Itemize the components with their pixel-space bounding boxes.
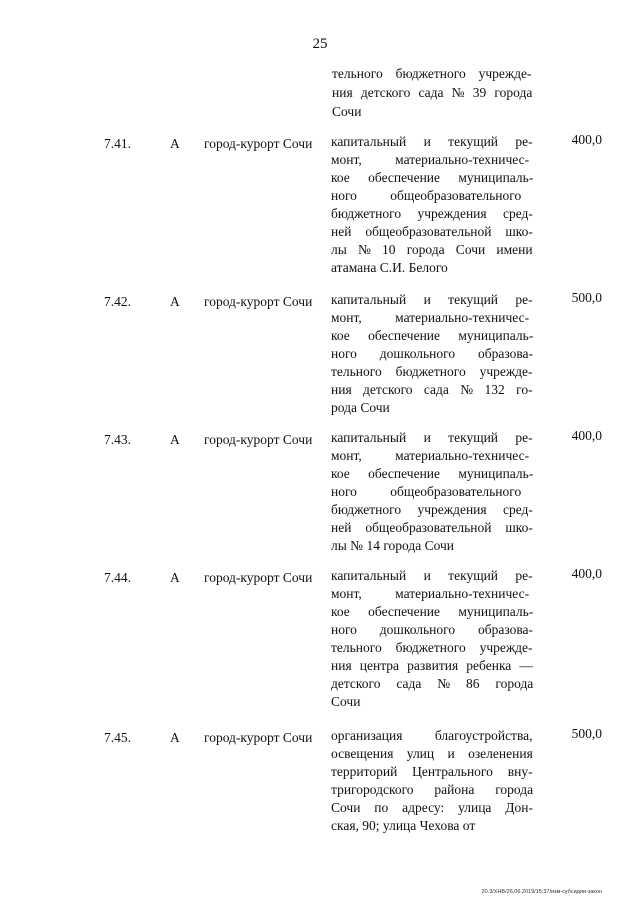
row-municipality: город-курорт Сочи: [204, 136, 313, 151]
row-description-line: Сочи по адресу: улица Дон-: [331, 800, 533, 815]
row-category: А: [170, 730, 180, 745]
row-category: А: [170, 570, 180, 585]
row-description-line: ния детского сада № 132 го-: [331, 382, 533, 397]
row-description-line: капитальный и текущий ре-: [331, 568, 533, 583]
row-description-line: освещения улиц и озеленения: [331, 746, 533, 761]
row-description-line: ного дошкольного образова-: [331, 622, 534, 637]
row-municipality: город-курорт Сочи: [204, 432, 313, 447]
row-description-line: ния центра развития ребенка —: [331, 658, 533, 673]
row-description-line: лы № 10 города Сочи имени: [331, 242, 533, 257]
row-description-line: организация благоустройства,: [331, 728, 533, 743]
continued-description-line: тельного бюджетного учрежде-: [332, 66, 532, 81]
row-description-line: ного общеобразовательного: [331, 484, 522, 499]
footer-file-reference: 20.3/ХНВ/26.06.2019/15:37/изм-субсидии-закон: [481, 889, 602, 895]
row-description: [331, 567, 533, 711]
row-description-line: территорий Центрального вну-: [331, 764, 533, 779]
row-description-line: монт, материально-техничес-: [331, 152, 530, 167]
row-description-line: монт, материально-техничес-: [331, 448, 530, 463]
row-description-line: бюджетного учреждения сред-: [331, 502, 533, 517]
row-description-line: ней общеобразовательной шко-: [331, 520, 533, 535]
row-municipality: город-курорт Сочи: [204, 294, 313, 309]
row-municipality: город-курорт Сочи: [204, 730, 313, 745]
row-description: [331, 727, 533, 835]
row-amount: 500,0: [571, 290, 602, 305]
row-description: [331, 429, 533, 555]
row-category: А: [170, 136, 180, 151]
continued-description-line: Сочи: [332, 104, 362, 119]
row-description-line: кое обеспечение муниципаль-: [331, 604, 534, 619]
row-description-line: ного дошкольного образова-: [331, 346, 534, 361]
row-description-line: кое обеспечение муниципаль-: [331, 466, 534, 481]
row-number: 7.43.: [104, 432, 131, 447]
row-description: [331, 291, 533, 417]
row-description-line: бюджетного учреждения сред-: [331, 206, 533, 221]
row-description-line: тригородского района города: [331, 782, 534, 797]
row-description-line: капитальный и текущий ре-: [331, 430, 533, 445]
row-description-line: кое обеспечение муниципаль-: [331, 170, 534, 185]
row-description-line: ного общеобразовательного: [331, 188, 522, 203]
row-amount: 400,0: [571, 428, 602, 443]
row-amount: 400,0: [571, 132, 602, 147]
row-description-line: Сочи: [331, 694, 361, 709]
row-description-line: капитальный и текущий ре-: [331, 292, 533, 307]
row-amount: 400,0: [571, 566, 602, 581]
row-number: 7.42.: [104, 294, 131, 309]
row-description-line: монт, материально-техничес-: [331, 586, 530, 601]
row-description-line: монт, материально-техничес-: [331, 310, 530, 325]
row-description-line: ней общеобразовательной шко-: [331, 224, 533, 239]
row-municipality: город-курорт Сочи: [204, 570, 313, 585]
row-number: 7.44.: [104, 570, 131, 585]
row-description-line: ская, 90; улица Чехова от: [331, 818, 476, 833]
row-description-line: кое обеспечение муниципаль-: [331, 328, 534, 343]
page-number: 25: [312, 36, 328, 52]
row-description-line: капитальный и текущий ре-: [331, 134, 533, 149]
row-number: 7.45.: [104, 730, 131, 745]
row-amount: 500,0: [571, 726, 602, 741]
continued-description-line: ния детского сада № 39 города: [332, 85, 533, 100]
row-number: 7.41.: [104, 136, 131, 151]
row-description-line: тельного бюджетного учрежде-: [331, 364, 533, 379]
row-description-line: атамана С.И. Белого: [331, 260, 448, 275]
row-description-line: тельного бюджетного учрежде-: [331, 640, 533, 655]
row-category: А: [170, 432, 180, 447]
row-category: А: [170, 294, 180, 309]
row-description-line: детского сада № 86 города: [331, 676, 534, 691]
row-description-line: лы № 14 города Сочи: [331, 538, 455, 553]
row-description: [331, 133, 533, 277]
row-description-line: рода Сочи: [331, 400, 390, 415]
continued-description: [332, 64, 532, 121]
